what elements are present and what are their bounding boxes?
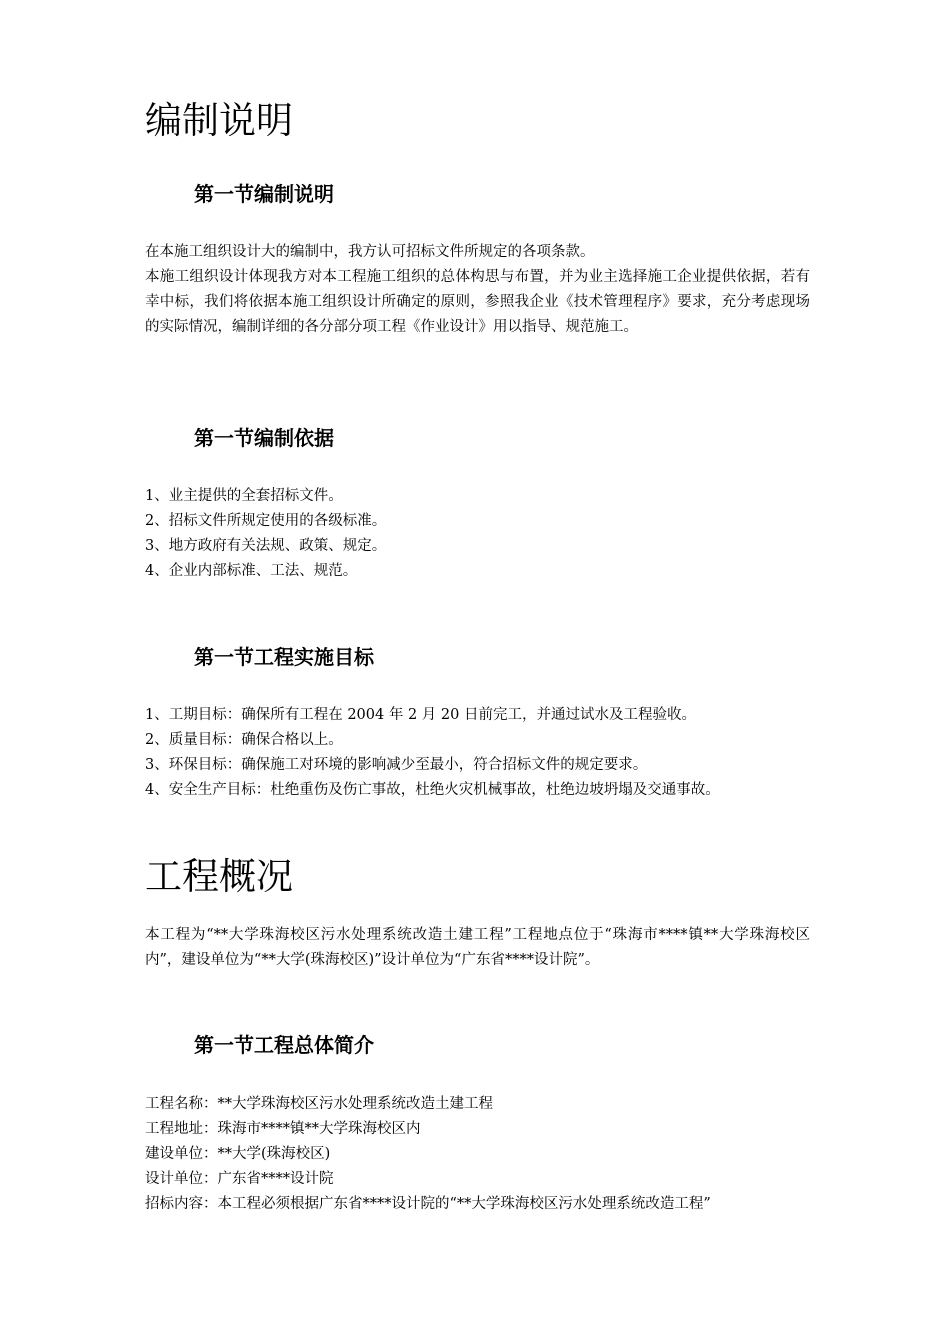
paragraph-line: 在本施工组织设计大的编制中，我方认可招标文件所规定的各项条款。 bbox=[145, 244, 595, 260]
chapter-title: 工程概况 bbox=[145, 855, 293, 898]
info-row-designer: 设计单位：广东省****设计院 bbox=[145, 1171, 334, 1187]
info-row-tender-content: 招标内容：本工程必须根据广东省****设计院的“**大学珠海校区污水处理系统改造工程” bbox=[145, 1196, 711, 1212]
chapter-intro bbox=[145, 923, 810, 973]
section-heading: 第一节工程实施目标 bbox=[194, 645, 374, 669]
section-body bbox=[145, 240, 810, 340]
chapter-title: 编制说明 bbox=[145, 99, 293, 142]
info-row-client: 建设单位：**大学(珠海校区) bbox=[145, 1146, 331, 1162]
paragraph: 本工程为“**大学珠海校区污水处理系统改造土建工程”工程地点位于“珠海市****镇**大学珠海校区内”，建设单位为“**大学(珠海校区)”设计单位为“广东省****设计院”。 bbox=[145, 927, 810, 968]
list bbox=[145, 703, 810, 803]
list-item: 3、地方政府有关法规、政策、规定。 bbox=[145, 538, 387, 554]
list-item: 4、企业内部标准、工法、规范。 bbox=[145, 563, 358, 579]
list-item: 1、工期目标：确保所有工程在 2004 年 2 月 20 日前完工，并通过试水及工程验收。 bbox=[145, 707, 696, 723]
info-row-project-address: 工程地址：珠海市****镇**大学珠海校区内 bbox=[145, 1121, 421, 1137]
list-item: 2、招标文件所规定使用的各级标准。 bbox=[145, 513, 387, 529]
info-row-project-name: 工程名称：**大学珠海校区污水处理系统改造土建工程 bbox=[145, 1096, 493, 1112]
list-item: 3、环保目标：确保施工对环境的影响减少至最小，符合招标文件的规定要求。 bbox=[145, 757, 648, 773]
section-heading: 第一节工程总体简介 bbox=[194, 1033, 374, 1057]
section-heading: 第一节编制说明 bbox=[194, 182, 334, 206]
paragraph: 本施工组织设计体现我方对本工程施工组织的总体构思与布置，并为业主选择施工企业提供依据，若有幸中标，我们将依据本施工组织设计所确定的原则，参照我企业《技术管理程序》要求，充分考虑现场的实际情况，编制详细的各分部分项工程《作业设计》用以指导、规范施工。 bbox=[145, 269, 810, 335]
list-item: 2、质量目标：确保合格以上。 bbox=[145, 732, 343, 748]
list-item: 1、业主提供的全套招标文件。 bbox=[145, 488, 343, 504]
list bbox=[145, 484, 810, 584]
project-info-list bbox=[145, 1092, 810, 1217]
list-item: 4、安全生产目标：杜绝重伤及伤亡事故，杜绝火灾机械事故，杜绝边坡坍塌及交通事故。 bbox=[145, 782, 720, 798]
section-heading: 第一节编制依据 bbox=[194, 426, 334, 450]
